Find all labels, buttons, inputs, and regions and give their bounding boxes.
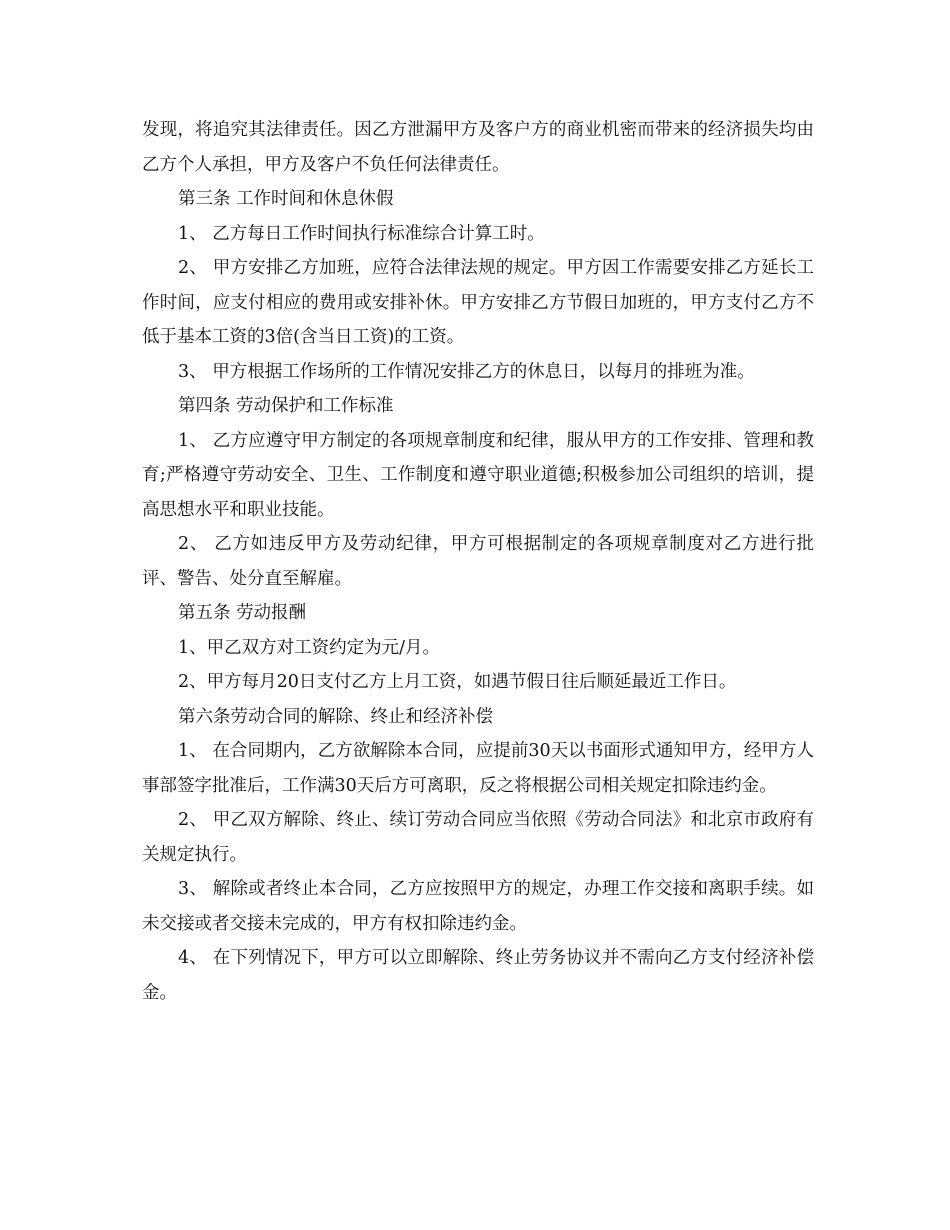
section-heading: 第五条 劳动报酬: [178, 603, 307, 623]
document-body: [142, 113, 814, 1010]
paragraph: 3、 甲方根据工作场所的工作情况安排乙方的休息日，以每月的排班为准。: [178, 361, 755, 382]
section-heading: 第六条劳动合同的解除、终止和经济补偿: [178, 706, 493, 727]
paragraph: 1、 乙方每日工作时间执行标准综合计算工时。: [178, 223, 545, 244]
paragraph: 2、 乙方如违反甲方及劳动纪律，甲方可根据制定的各项规章制度对乙方进行批评、警告、处分直至解雇。: [142, 534, 814, 589]
section-heading: 第三条 工作时间和休息休假: [178, 189, 394, 209]
section-heading: 第四条 劳动保护和工作标准: [178, 396, 394, 416]
paragraph: 1、 乙方应遵守甲方制定的各项规章制度和纪律，服从甲方的工作安排、管理和教育;严格遵守劳动安全、卫生、工作制度和遵守职业道德;积极参加公司组织的培训，提高思想水平和职业技能。: [142, 430, 814, 520]
paragraph: 发现，将追究其法律责任。因乙方泄漏甲方及客户方的商业机密而带来的经济损失均由乙方个人承担，甲方及客户不负任何法律责任。: [142, 120, 814, 175]
paragraph: 1、 在合同期内，乙方欲解除本合同，应提前30天以书面形式通知甲方，经甲方人事部签字批准后，工作满30天后方可离职，反之将根据公司相关规定扣除违约金。: [142, 741, 814, 796]
paragraph: 3、 解除或者终止本合同，乙方应按照甲方的规定，办理工作交接和离职手续。如未交接或者交接未完成的，甲方有权扣除违约金。: [142, 879, 814, 934]
paragraph: 2、 甲乙双方解除、终止、续订劳动合同应当依照《劳动合同法》和北京市政府有关规定执行。: [142, 810, 814, 865]
paragraph: 2、甲方每月20日支付乙方上月工资，如遇节假日往后顺延最近工作日。: [178, 672, 737, 692]
paragraph: 4、 在下列情况下，甲方可以立即解除、终止劳务协议并不需向乙方支付经济补偿金。: [142, 948, 814, 1003]
paragraph: 1、甲乙双方对工资约定为元/月。: [178, 637, 441, 658]
paragraph: 2、 甲方安排乙方加班，应符合法律法规的规定。甲方因工作需要安排乙方延长工作时间，应支付相应的费用或安排补休。甲方安排乙方节假日加班的，甲方支付乙方不低于基本工资的3倍(含当日工资)的工资。: [142, 258, 814, 347]
